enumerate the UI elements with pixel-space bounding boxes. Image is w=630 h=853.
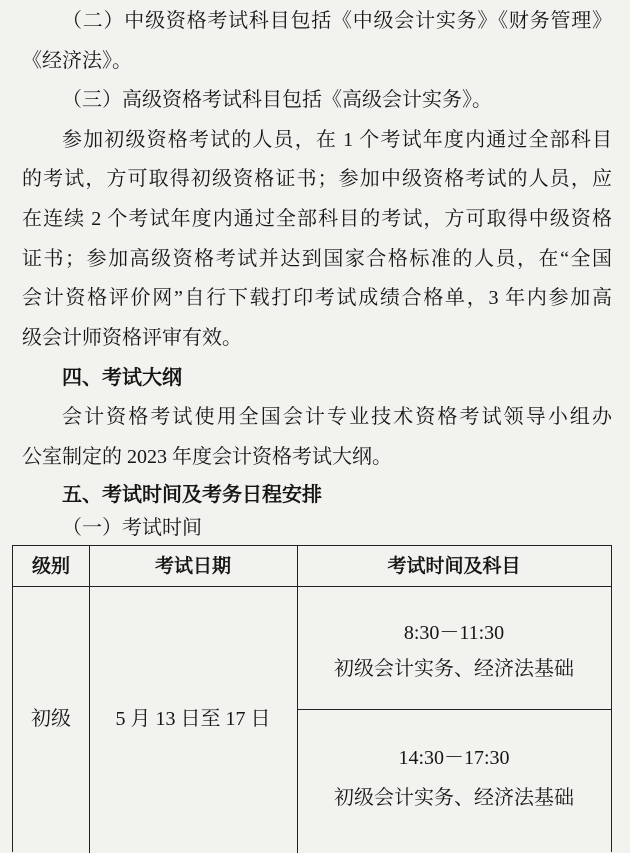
advanced-subjects-line: （三）高级资格考试科目包括《高级会计实务》。 <box>62 89 492 112</box>
intermediate-subjects-line-2: 《经济法》。 <box>22 49 132 72</box>
exam-time-subheading: （一）考试时间 <box>62 517 202 540</box>
certificate-paragraph-line: 证书；参加高级资格考试并达到国家合格标准的人员，在“全国 <box>22 247 612 270</box>
session-subjects: 初级会计实务、经济法基础 <box>334 787 574 809</box>
session-time: 14:30－17:30 <box>398 747 510 769</box>
certificate-paragraph-line: 的考试，方可取得初级资格证书；参加中级资格考试的人员，应 <box>22 168 612 191</box>
section-5-heading: 五、考试时间及考务日程安排 <box>62 482 322 507</box>
date-value: 5 月 13 日至 17 日 <box>115 707 271 730</box>
level-value: 初级 <box>31 707 71 730</box>
session-afternoon <box>297 709 611 853</box>
certificate-paragraph-line: 级会计师资格评审有效。 <box>22 326 242 349</box>
header-date: 考试日期 <box>154 555 231 577</box>
document-body <box>22 2 612 545</box>
syllabus-paragraph-line: 会计资格考试使用全国会计专业技术资格考试领导小组办 <box>62 405 612 428</box>
table-row-date <box>89 586 297 846</box>
certificate-paragraph-line: 参加初级资格考试的人员，在 1 个考试年度内通过全部科目 <box>62 128 612 151</box>
header-level: 级别 <box>31 555 70 577</box>
session-time: 8:30－11:30 <box>403 622 505 644</box>
intermediate-subjects-line-1: （二）中级资格考试科目包括《中级会计实务》《财务管理》 <box>62 10 612 32</box>
session-subjects: 初级会计实务、经济法基础 <box>334 658 574 680</box>
table-row-level <box>13 586 89 846</box>
certificate-paragraph-line: 会计资格评价网”自行下载打印考试成绩合格单，3 年内参加高 <box>22 287 612 310</box>
section-4-heading: 四、考试大纲 <box>62 365 182 390</box>
header-time-subjects: 考试时间及科目 <box>387 555 521 577</box>
syllabus-paragraph-line: 公室制定的 2023 年度会计资格考试大纲。 <box>22 445 392 468</box>
session-morning <box>297 586 611 709</box>
certificate-paragraph-line: 在连续 2 个考试年度内通过全部科目的考试，方可取得中级资格 <box>22 207 612 230</box>
exam-schedule-table <box>12 545 612 852</box>
